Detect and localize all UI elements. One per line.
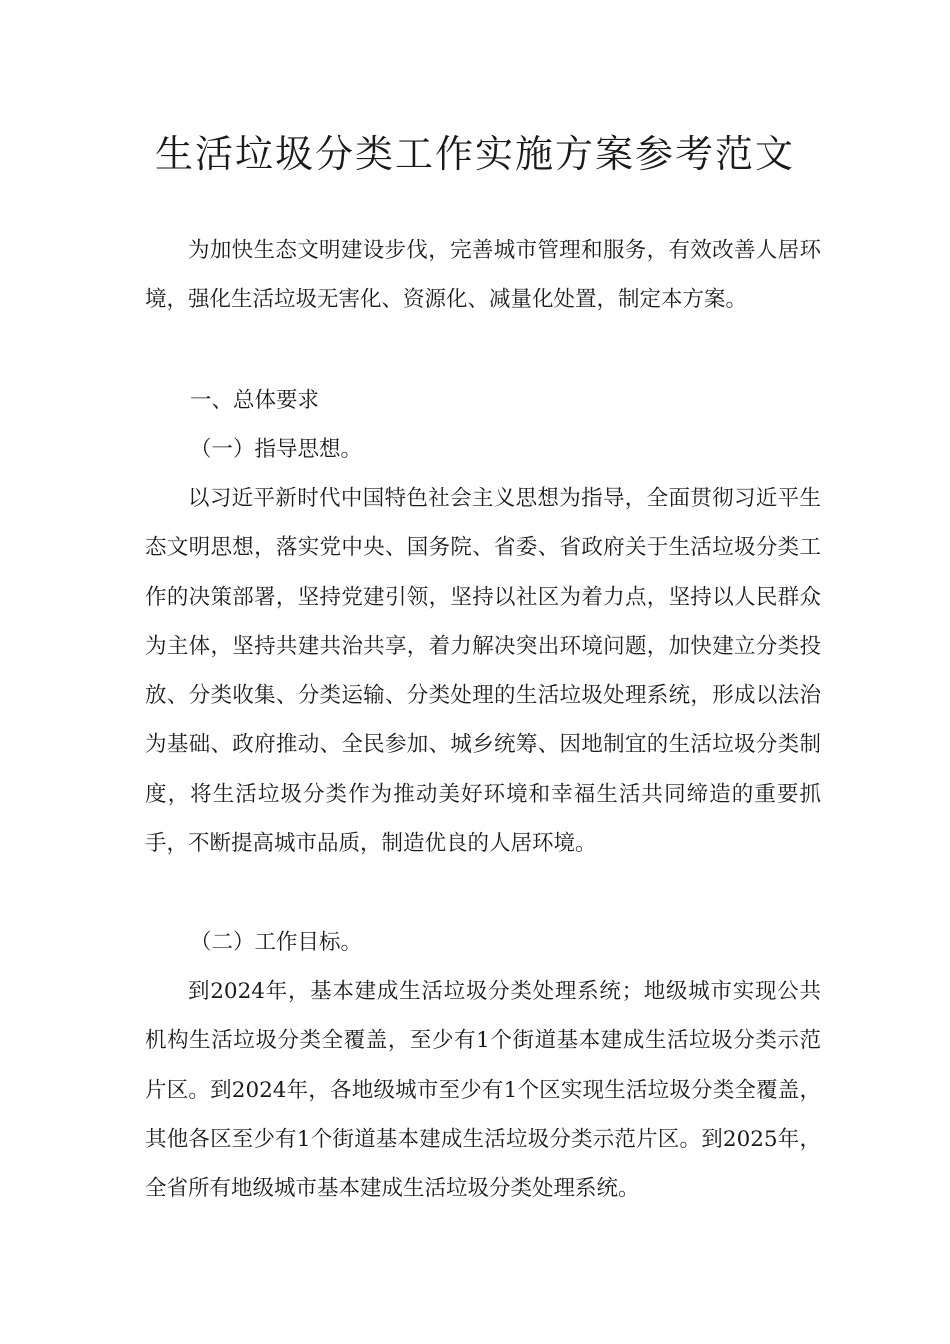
- document-title: 生活垃圾分类工作实施方案参考范文: [154, 132, 795, 176]
- subsection-heading-guiding-ideology: （一）指导思想。: [190, 437, 363, 462]
- intro-paragraph: 为加快生态文明建设步伐，完善城市管理和服务，有效改善人居环境，强化生活垃圾无害化、资源化、减量化处置，制定本方案。: [145, 238, 821, 313]
- work-goals-paragraph: 到2024年，基本建成生活垃圾分类处理系统；地级城市实现公共机构生活垃圾分类全覆盖，至少有1个街道基本建成生活垃圾分类示范片区。到2024年，各地级城市至少有1个区实现生活垃圾分类全覆盖，其他各区至少有1个街道基本建成生活垃圾分类示范片区。到2025年，全省所有地级城市基本建成生活垃圾分类处理系统。: [145, 979, 821, 1202]
- subsection-heading-work-goals: （二）工作目标。: [190, 930, 363, 955]
- guiding-ideology-paragraph: 以习近平新时代中国特色社会主义思想为指导，全面贯彻习近平生态文明思想，落实党中央、国务院、省委、省政府关于生活垃圾分类工作的决策部署，坚持党建引领，坚持以社区为着力点，坚持以人民群众为主体，坚持共建共治共享，着力解决突出环境问题，加快建立分类投放、分类收集、分类运输、分类处理的生活垃圾处理系统，形成以法治为基础、政府推动、全民参加、城乡统筹、因地制宜的生活垃圾分类制度，将生活垃圾分类作为推动美好环境和幸福生活共同缔造的重要抓手，不断提高城市品质，制造优良的人居环境。: [145, 486, 821, 857]
- section-heading-overall-requirements: 一、总体要求: [190, 388, 320, 413]
